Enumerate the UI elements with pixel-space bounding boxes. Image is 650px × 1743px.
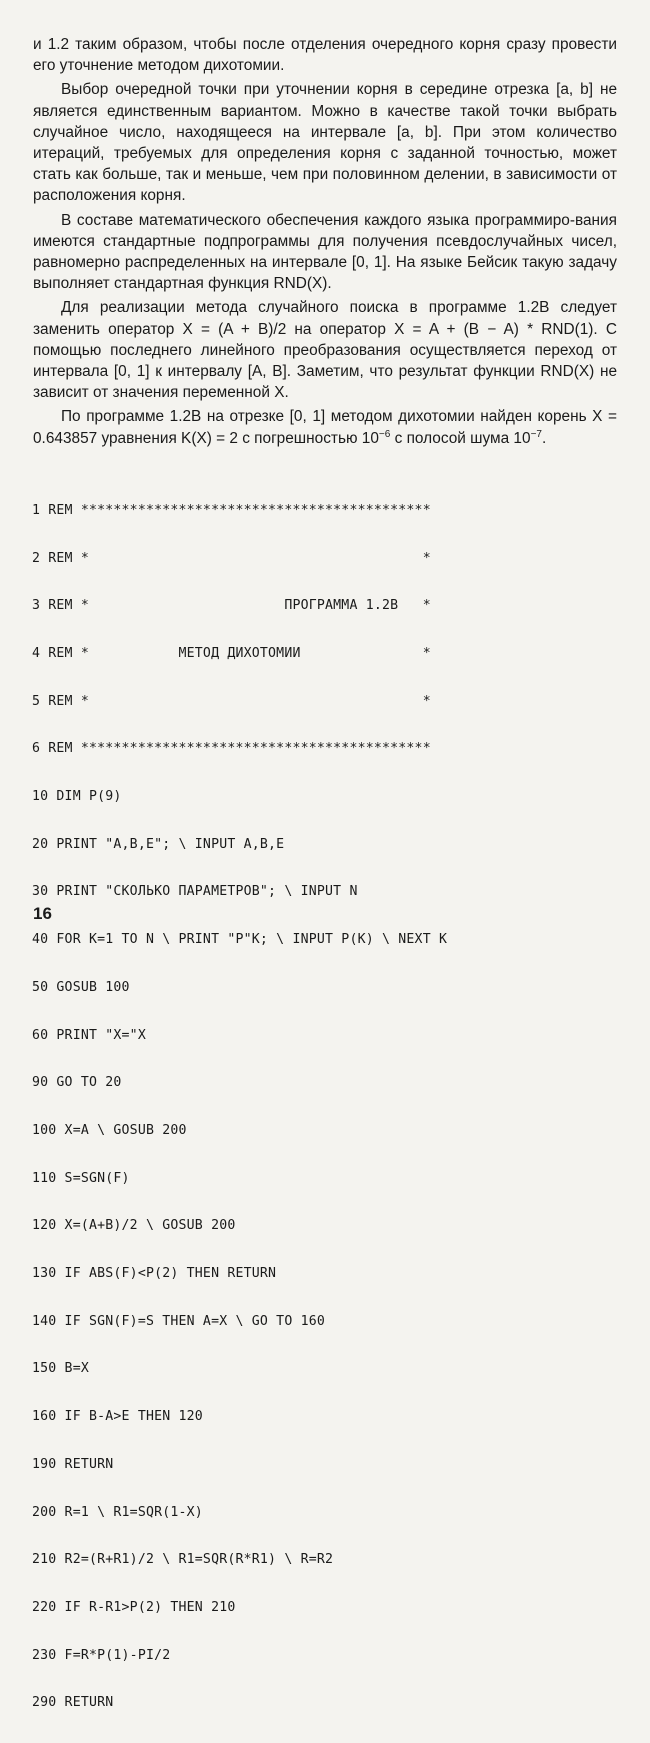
code-line: 2 REM * * xyxy=(32,550,431,566)
code-line: 5 REM * * xyxy=(32,693,431,709)
code-line: 60 PRINT "X="X xyxy=(32,1027,146,1043)
result-text-before: По программе 1.2В на отрезке [0, 1] методом дихотомии найден корень X = 0.643857 уравнения K(X) = 2 с погрешностью 10 xyxy=(33,408,617,447)
code-line: 120 X=(A+B)/2 \ GOSUB 200 xyxy=(32,1218,236,1234)
code-line: 40 FOR K=1 TO N \ PRINT "P"K; \ INPUT P(K) \ NEXT K xyxy=(32,932,448,948)
code-line: 90 GO TO 20 xyxy=(32,1075,122,1091)
code-line: 220 IF R-R1>P(2) THEN 210 xyxy=(32,1599,236,1615)
code-line: 6 REM ******************************************* xyxy=(32,741,431,757)
code-line: 140 IF SGN(F)=S THEN A=X \ GO TO 160 xyxy=(32,1313,326,1329)
code-line: 200 R=1 \ R1=SQR(1-X) xyxy=(32,1504,203,1520)
basic-program-listing xyxy=(32,471,632,1743)
code-line: 150 B=X xyxy=(32,1361,89,1377)
prose-body xyxy=(33,34,617,452)
code-line: 130 IF ABS(F)<P(2) THEN RETURN xyxy=(32,1266,277,1282)
paragraph-result xyxy=(33,406,617,448)
code-line: 110 S=SGN(F) xyxy=(32,1170,130,1186)
code-line: 3 REM * ПРОГРАММА 1.2В * xyxy=(32,598,431,614)
code-line: 190 RETURN xyxy=(32,1456,114,1472)
code-line: 1 REM ******************************************* xyxy=(32,502,431,518)
code-line: 10 DIM P(9) xyxy=(32,789,122,805)
exponent-noise: −7 xyxy=(530,428,542,440)
code-line: 4 REM * МЕТОД ДИХОТОМИИ * xyxy=(32,645,431,661)
paragraph-continuation: и 1.2 таким образом, чтобы после отделения очередного корня сразу провести его уточнение методом дихотомии. xyxy=(33,36,617,75)
code-line: 230 F=R*P(1)-PI/2 xyxy=(32,1647,171,1663)
exponent-error: −6 xyxy=(378,428,391,440)
result-text-middle: с полосой шума 10 xyxy=(390,429,531,447)
page-number: 16 xyxy=(33,904,52,923)
code-line: 20 PRINT "A,B,E"; \ INPUT A,B,E xyxy=(32,836,285,852)
code-line: 100 X=A \ GOSUB 200 xyxy=(32,1122,187,1138)
paragraph-standard-routines: В составе математического обеспечения каждого языка программиро-вания имеются стандартные подпрограммы для получения псевдослучайных чисел, равномерно распределенных на интервале [0, 1]. На языке Бейсик такую задачу выполняет стандартная функция RND(X). xyxy=(33,211,617,293)
code-line: 210 R2=(R+R1)/2 \ R1=SQR(R*R1) \ R=R2 xyxy=(32,1552,334,1568)
code-line: 160 IF B-A>E THEN 120 xyxy=(32,1409,203,1425)
code-line: 50 GOSUB 100 xyxy=(32,979,130,995)
code-line: 30 PRINT "СКОЛЬКО ПАРАМЕТРОВ"; \ INPUT N xyxy=(32,884,358,900)
result-text-after: . xyxy=(541,429,547,447)
paragraph-random-point: Выбор очередной точки при уточнении корня в середине отрезка [a, b] не является единственным вариантом. Можно в качестве такой точки выбрать случайное число, находящееся на интервале [a, b]. При этом количество итераций, требуемых для определения корня с заданной точностью, может стать как больше, так и меньше, чем при половинном делении, в зависимости от расположения корня. xyxy=(33,81,617,205)
paragraph-random-search: Для реализации метода случайного поиска в программе 1.2В следует заменить оператор X = (A + B)/2 на оператор X = A + (B − A) * RND(1). С помощью последнего линейного преобразования осуществляется переход от интервала [0, 1] к интервалу [A, B]. Заметим, что результат функции RND(X) не зависит от значения переменной X. xyxy=(33,299,617,402)
code-line: 290 RETURN xyxy=(32,1695,114,1711)
